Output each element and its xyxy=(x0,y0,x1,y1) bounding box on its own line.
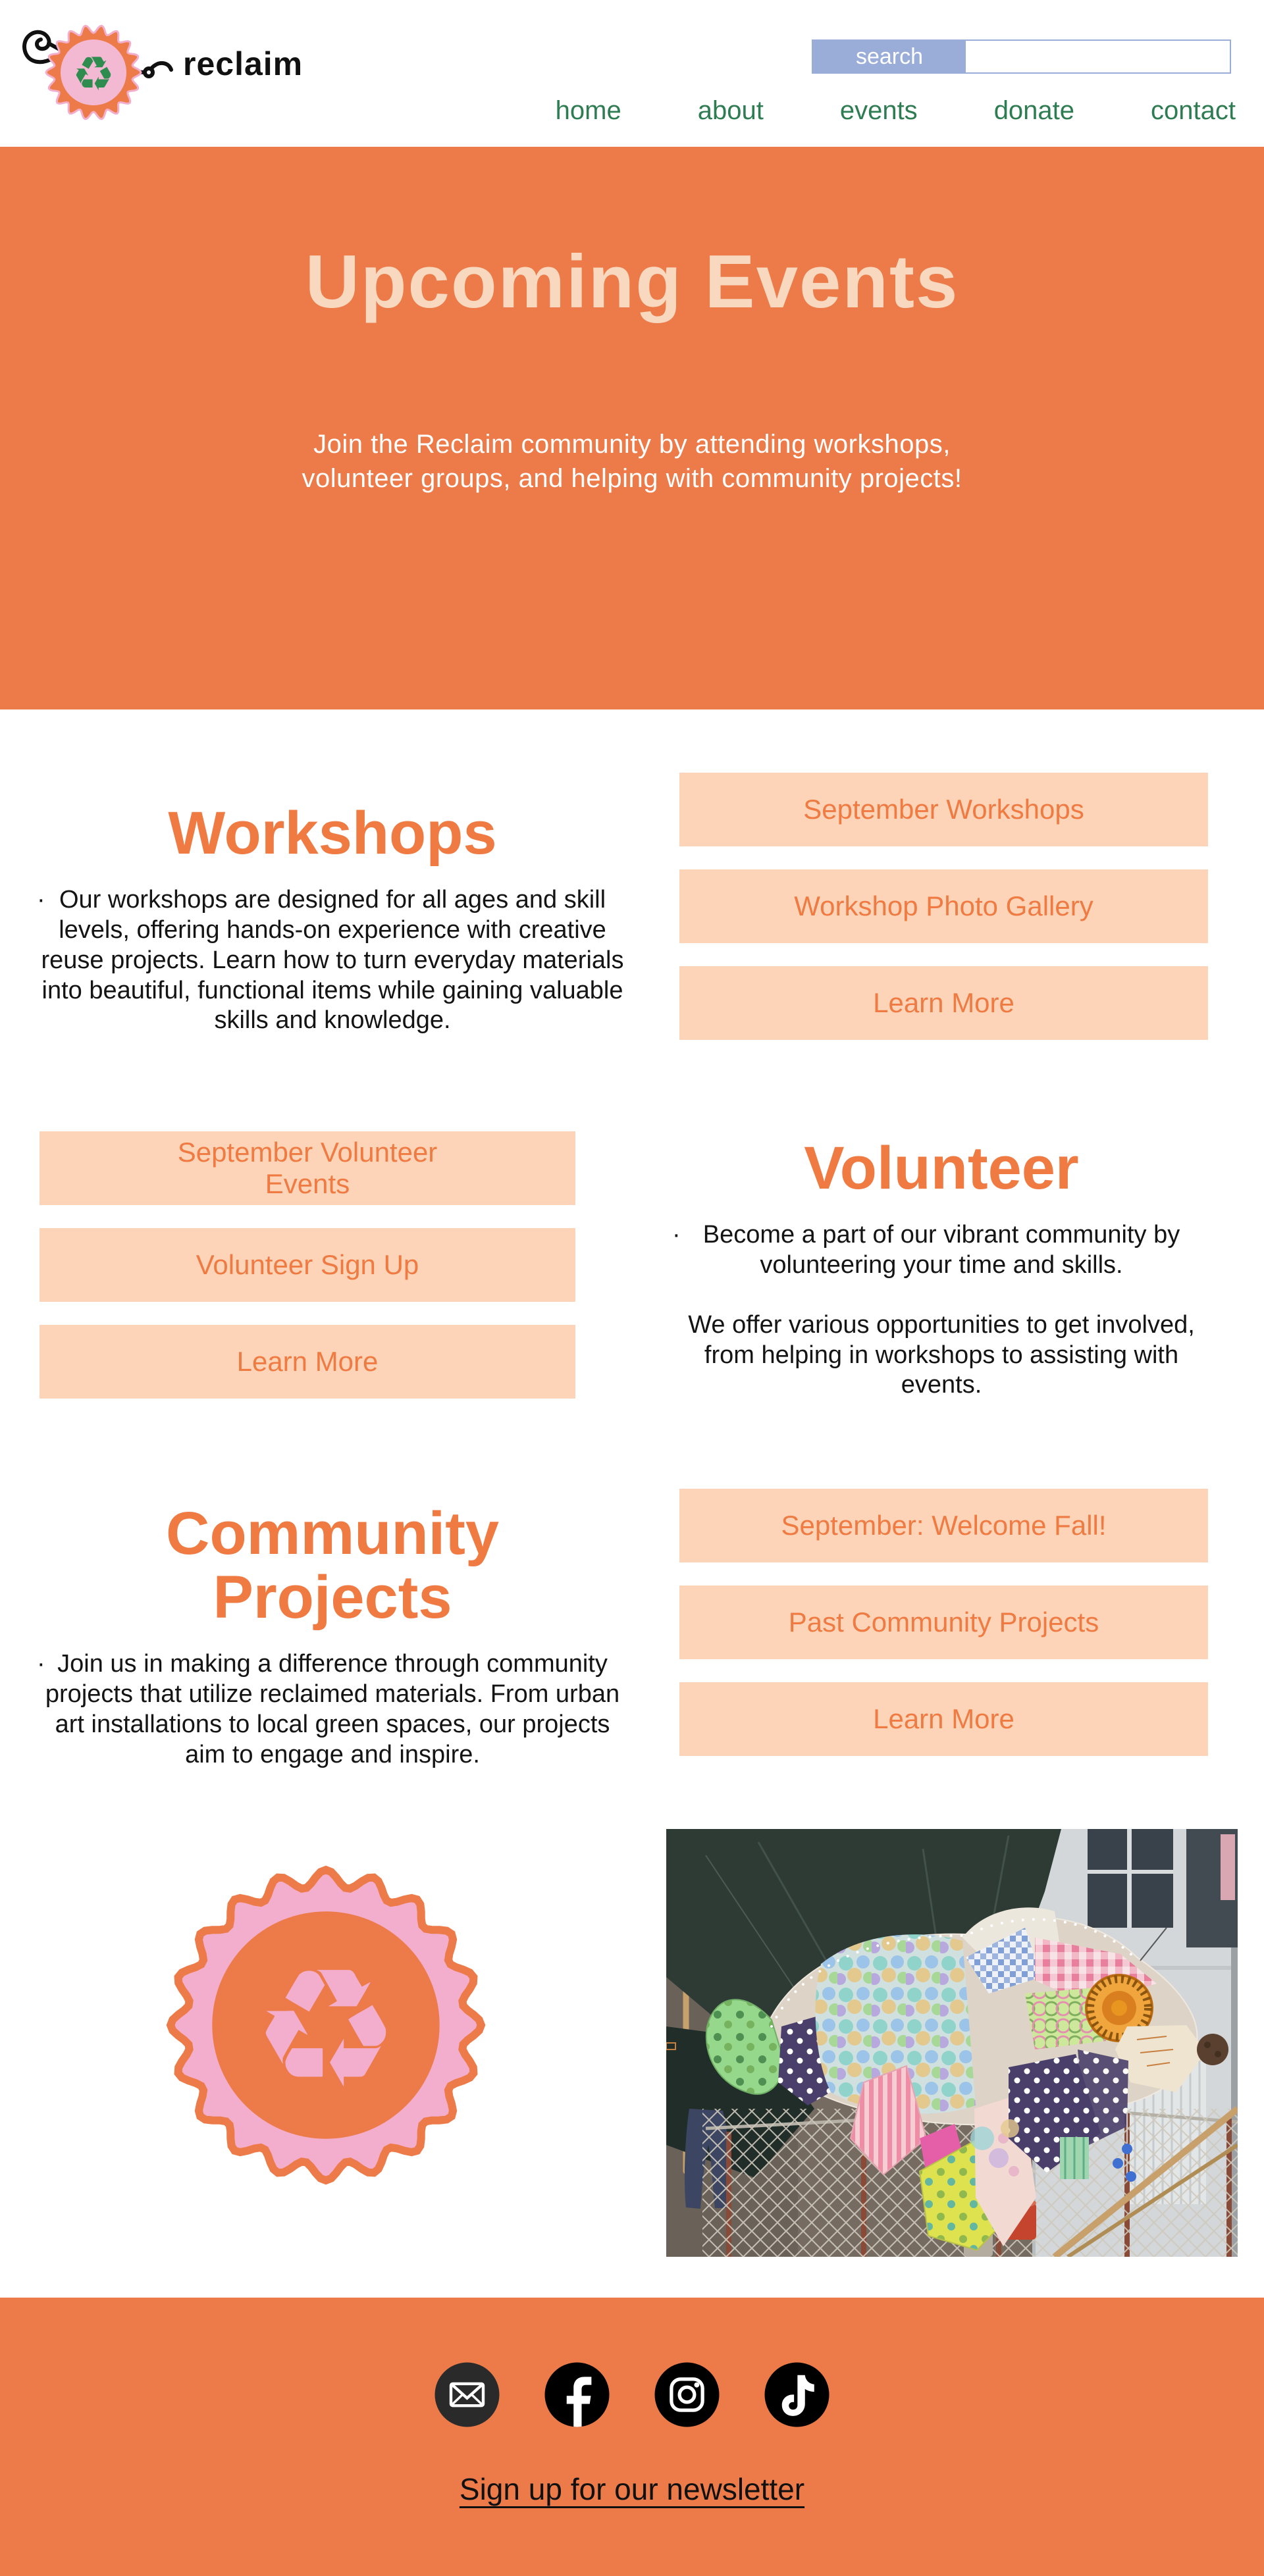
community-buttons xyxy=(679,1489,1208,1756)
workshops-body: · Our workshops are designed for all ages and skill levels, offering hands-on experience with creative reuse projects. Learn how to turn everyday materials into beautiful, functional items while gaining valuable skills and knowledge. xyxy=(37,885,624,1035)
community-text xyxy=(37,1489,625,1770)
search-bar xyxy=(812,39,1231,74)
bullet: · xyxy=(37,885,45,914)
page-title: Upcoming Events xyxy=(305,240,959,324)
volunteer-sign-up-button[interactable]: Volunteer Sign Up xyxy=(40,1228,575,1302)
social-icons xyxy=(0,2298,1264,2429)
nav-events[interactable]: events xyxy=(839,96,918,125)
workshop-photo-gallery-button[interactable]: Workshop Photo Gallery xyxy=(679,869,1208,943)
site-header xyxy=(0,0,1264,147)
community-heading: Community Projects xyxy=(166,1500,499,1632)
hero-subtitle: Join the Reclaim community by attending workshops, volunteer groups, and helping with community projects! xyxy=(302,430,962,494)
past-community-projects-button[interactable]: Past Community Projects xyxy=(679,1585,1208,1659)
workshops-learn-more-button[interactable]: Learn More xyxy=(679,966,1208,1040)
volunteer-section xyxy=(40,1131,1208,1401)
tiktok-icon[interactable] xyxy=(762,2360,831,2429)
recycle-icon: ♻ xyxy=(251,1933,400,2125)
volunteer-body-2: We offer various opportunities to get involved, from helping in workshops to assisting with events. xyxy=(688,1310,1195,1399)
volunteer-learn-more-button[interactable]: Learn More xyxy=(40,1325,575,1399)
workshops-heading: Workshops xyxy=(168,800,497,867)
volunteer-text xyxy=(672,1131,1208,1401)
community-projects-section xyxy=(37,1489,1208,1770)
email-icon[interactable] xyxy=(433,2360,502,2429)
bullet: · xyxy=(37,1649,45,1678)
nav-donate[interactable]: donate xyxy=(993,96,1075,125)
nav-home[interactable]: home xyxy=(555,96,621,125)
content xyxy=(0,773,1264,2258)
media-row xyxy=(40,1829,1208,2258)
search-input[interactable] xyxy=(966,41,1230,72)
community-project-photo xyxy=(666,1829,1238,2257)
bullet: · xyxy=(672,1220,681,1249)
search-button[interactable]: search xyxy=(813,41,966,72)
brand-wordmark[interactable]: reclaim xyxy=(183,45,303,82)
workshops-text xyxy=(37,773,625,1036)
community-learn-more-button[interactable]: Learn More xyxy=(679,1682,1208,1756)
recycle-icon: ♻ xyxy=(72,46,115,101)
community-body: · Join us in making a difference through community projects that utilize reclaimed materials. From urban art installations to local green spaces, our projects aim to engage and inspire. xyxy=(37,1649,620,1768)
volunteer-body-1: · Become a part of our vibrant community by volunteering your time and skills. xyxy=(672,1220,1180,1279)
main-nav xyxy=(556,96,1236,126)
september-welcome-fall-button[interactable]: September: Welcome Fall! xyxy=(679,1489,1208,1562)
volunteer-heading: Volunteer xyxy=(804,1135,1079,1202)
newsletter-signup-link[interactable]: Sign up for our newsletter xyxy=(459,2471,805,2506)
site-footer xyxy=(0,2298,1264,2576)
workshops-buttons xyxy=(679,773,1208,1040)
safety-pin-badge-icon xyxy=(9,4,175,124)
workshops-section xyxy=(37,773,1208,1040)
facebook-icon[interactable] xyxy=(542,2360,612,2429)
instagram-icon[interactable] xyxy=(652,2360,722,2429)
nav-contact[interactable]: contact xyxy=(1151,96,1236,125)
pin-hook xyxy=(151,63,171,70)
nav-about[interactable]: about xyxy=(697,96,764,125)
september-volunteer-events-button[interactable]: September Volunteer Events xyxy=(40,1131,575,1205)
volunteer-buttons xyxy=(40,1131,575,1399)
logo[interactable] xyxy=(9,4,303,124)
reclaim-badge-icon xyxy=(155,1854,497,2196)
september-workshops-button[interactable]: September Workshops xyxy=(679,773,1208,846)
hero xyxy=(0,147,1264,709)
